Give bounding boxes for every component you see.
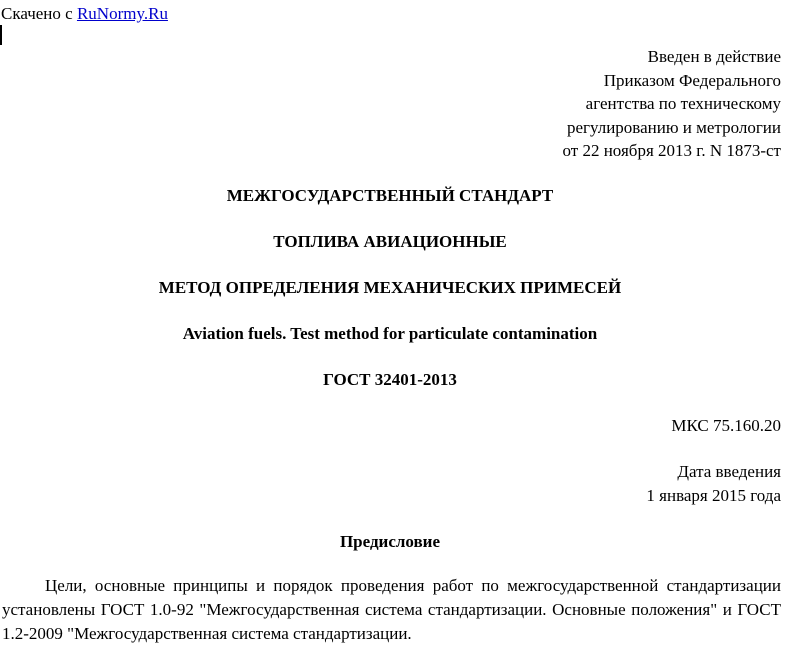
source-line xyxy=(1,2,168,25)
standard-code: ГОСТ 32401-2013 xyxy=(323,370,457,389)
text-cursor xyxy=(0,25,2,45)
introduction-date-value: 1 января 2015 года xyxy=(646,486,781,505)
approval-line: регулированию и метрологии xyxy=(566,117,781,137)
approval-line: Приказом Федерального xyxy=(603,70,781,90)
introduction-date-label: Дата введения xyxy=(677,462,781,481)
mks-code: МКС 75.160.20 xyxy=(671,416,781,435)
source-link[interactable]: RuNormy.Ru xyxy=(76,4,168,23)
foreword-paragraph: Цели, основные принципы и порядок проведения работ по межгосударственной стандартизации установлены ГОСТ 1.0-92 "Межгосударственная система стандартизации. Основные положения" и ГОСТ 1.2-2009 "Межгосударственная система стандартизации. xyxy=(2,576,781,643)
foreword-title: Предисловие xyxy=(339,532,441,551)
source-prefix: Скачено с xyxy=(1,4,77,23)
approval-line: агентства по техническому xyxy=(585,94,781,113)
standard-type-heading: МЕЖГОСУДАРСТВЕННЫЙ СТАНДАРТ xyxy=(226,186,554,205)
introduction-date-block xyxy=(646,460,781,508)
approval-line: Введен в действие xyxy=(647,47,781,66)
method-heading: МЕТОД ОПРЕДЕЛЕНИЯ МЕХАНИЧЕСКИХ ПРИМЕСЕЙ xyxy=(158,278,622,297)
approval-line: от 22 ноября 2013 г. N 1873-ст xyxy=(562,141,781,160)
subject-heading: ТОПЛИВА АВИАЦИОННЫЕ xyxy=(273,232,507,251)
approval-block xyxy=(361,45,781,163)
english-title: Aviation fuels. Test method for particulate contamination xyxy=(182,324,598,343)
